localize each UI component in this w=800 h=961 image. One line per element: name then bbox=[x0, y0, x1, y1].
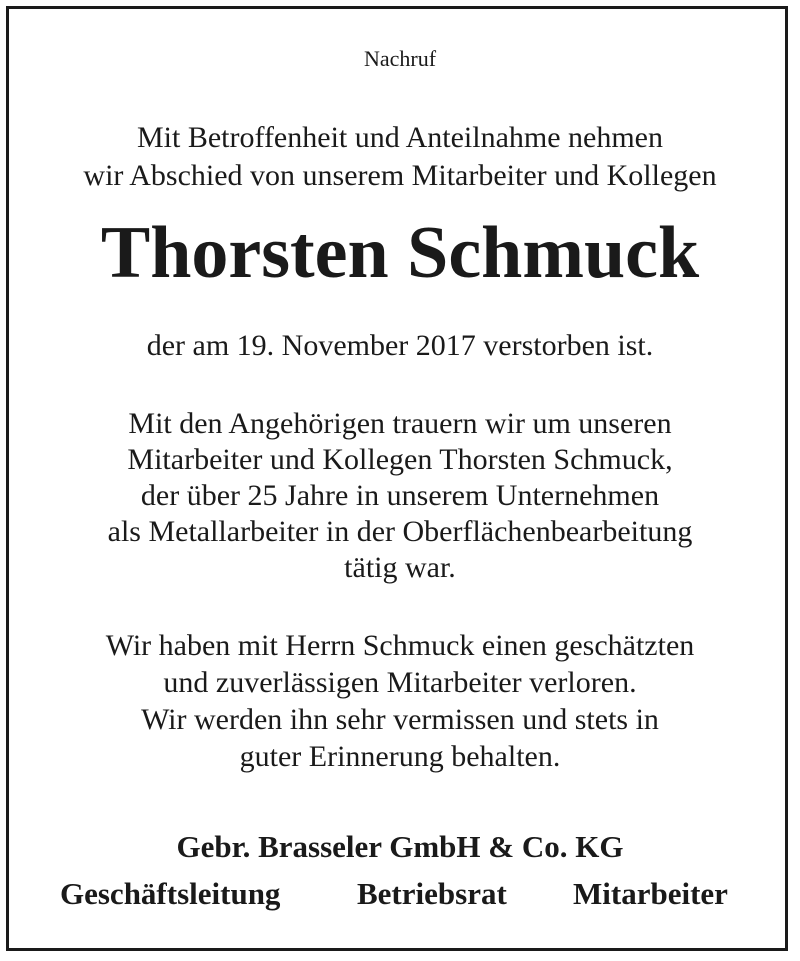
signature-works-council: Betriebsrat bbox=[357, 876, 507, 911]
signature-employees: Mitarbeiter bbox=[573, 876, 728, 911]
death-date-line: der am 19. November 2017 verstorben ist. bbox=[146, 329, 654, 362]
paragraph1-line-1: Mit den Angehörigen trauern wir um unseren bbox=[128, 407, 672, 440]
intro-line-2: wir Abschied von unserem Mitarbeiter und Kollegen bbox=[83, 159, 717, 192]
company-name: Gebr. Brasseler GmbH & Co. KG bbox=[176, 829, 624, 864]
paragraph1-line-3: der über 25 Jahre in unserem Unternehmen bbox=[140, 479, 660, 512]
paragraph1-line-4: als Metallarbeiter in der Oberflächenbearbeitung bbox=[107, 515, 693, 548]
paragraph2-line-2: und zuverlässigen Mitarbeiter verloren. bbox=[163, 666, 637, 699]
signature-groups bbox=[0, 876, 800, 914]
paragraph2-line-3: Wir werden ihn sehr vermissen und stets in bbox=[141, 703, 659, 736]
paragraph1-line-5: tätig war. bbox=[344, 551, 456, 584]
obituary-heading: Nachruf bbox=[363, 46, 437, 71]
paragraph2-line-1: Wir haben mit Herrn Schmuck einen geschätzten bbox=[105, 629, 695, 662]
intro-line-1: Mit Betroffenheit und Anteilnahme nehmen bbox=[137, 121, 663, 154]
signature-management: Geschäftsleitung bbox=[60, 876, 281, 911]
paragraph1-line-2: Mitarbeiter und Kollegen Thorsten Schmuck, bbox=[127, 443, 673, 476]
deceased-name: Thorsten Schmuck bbox=[100, 212, 700, 294]
paragraph2-line-4: guter Erinnerung behalten. bbox=[239, 740, 561, 773]
